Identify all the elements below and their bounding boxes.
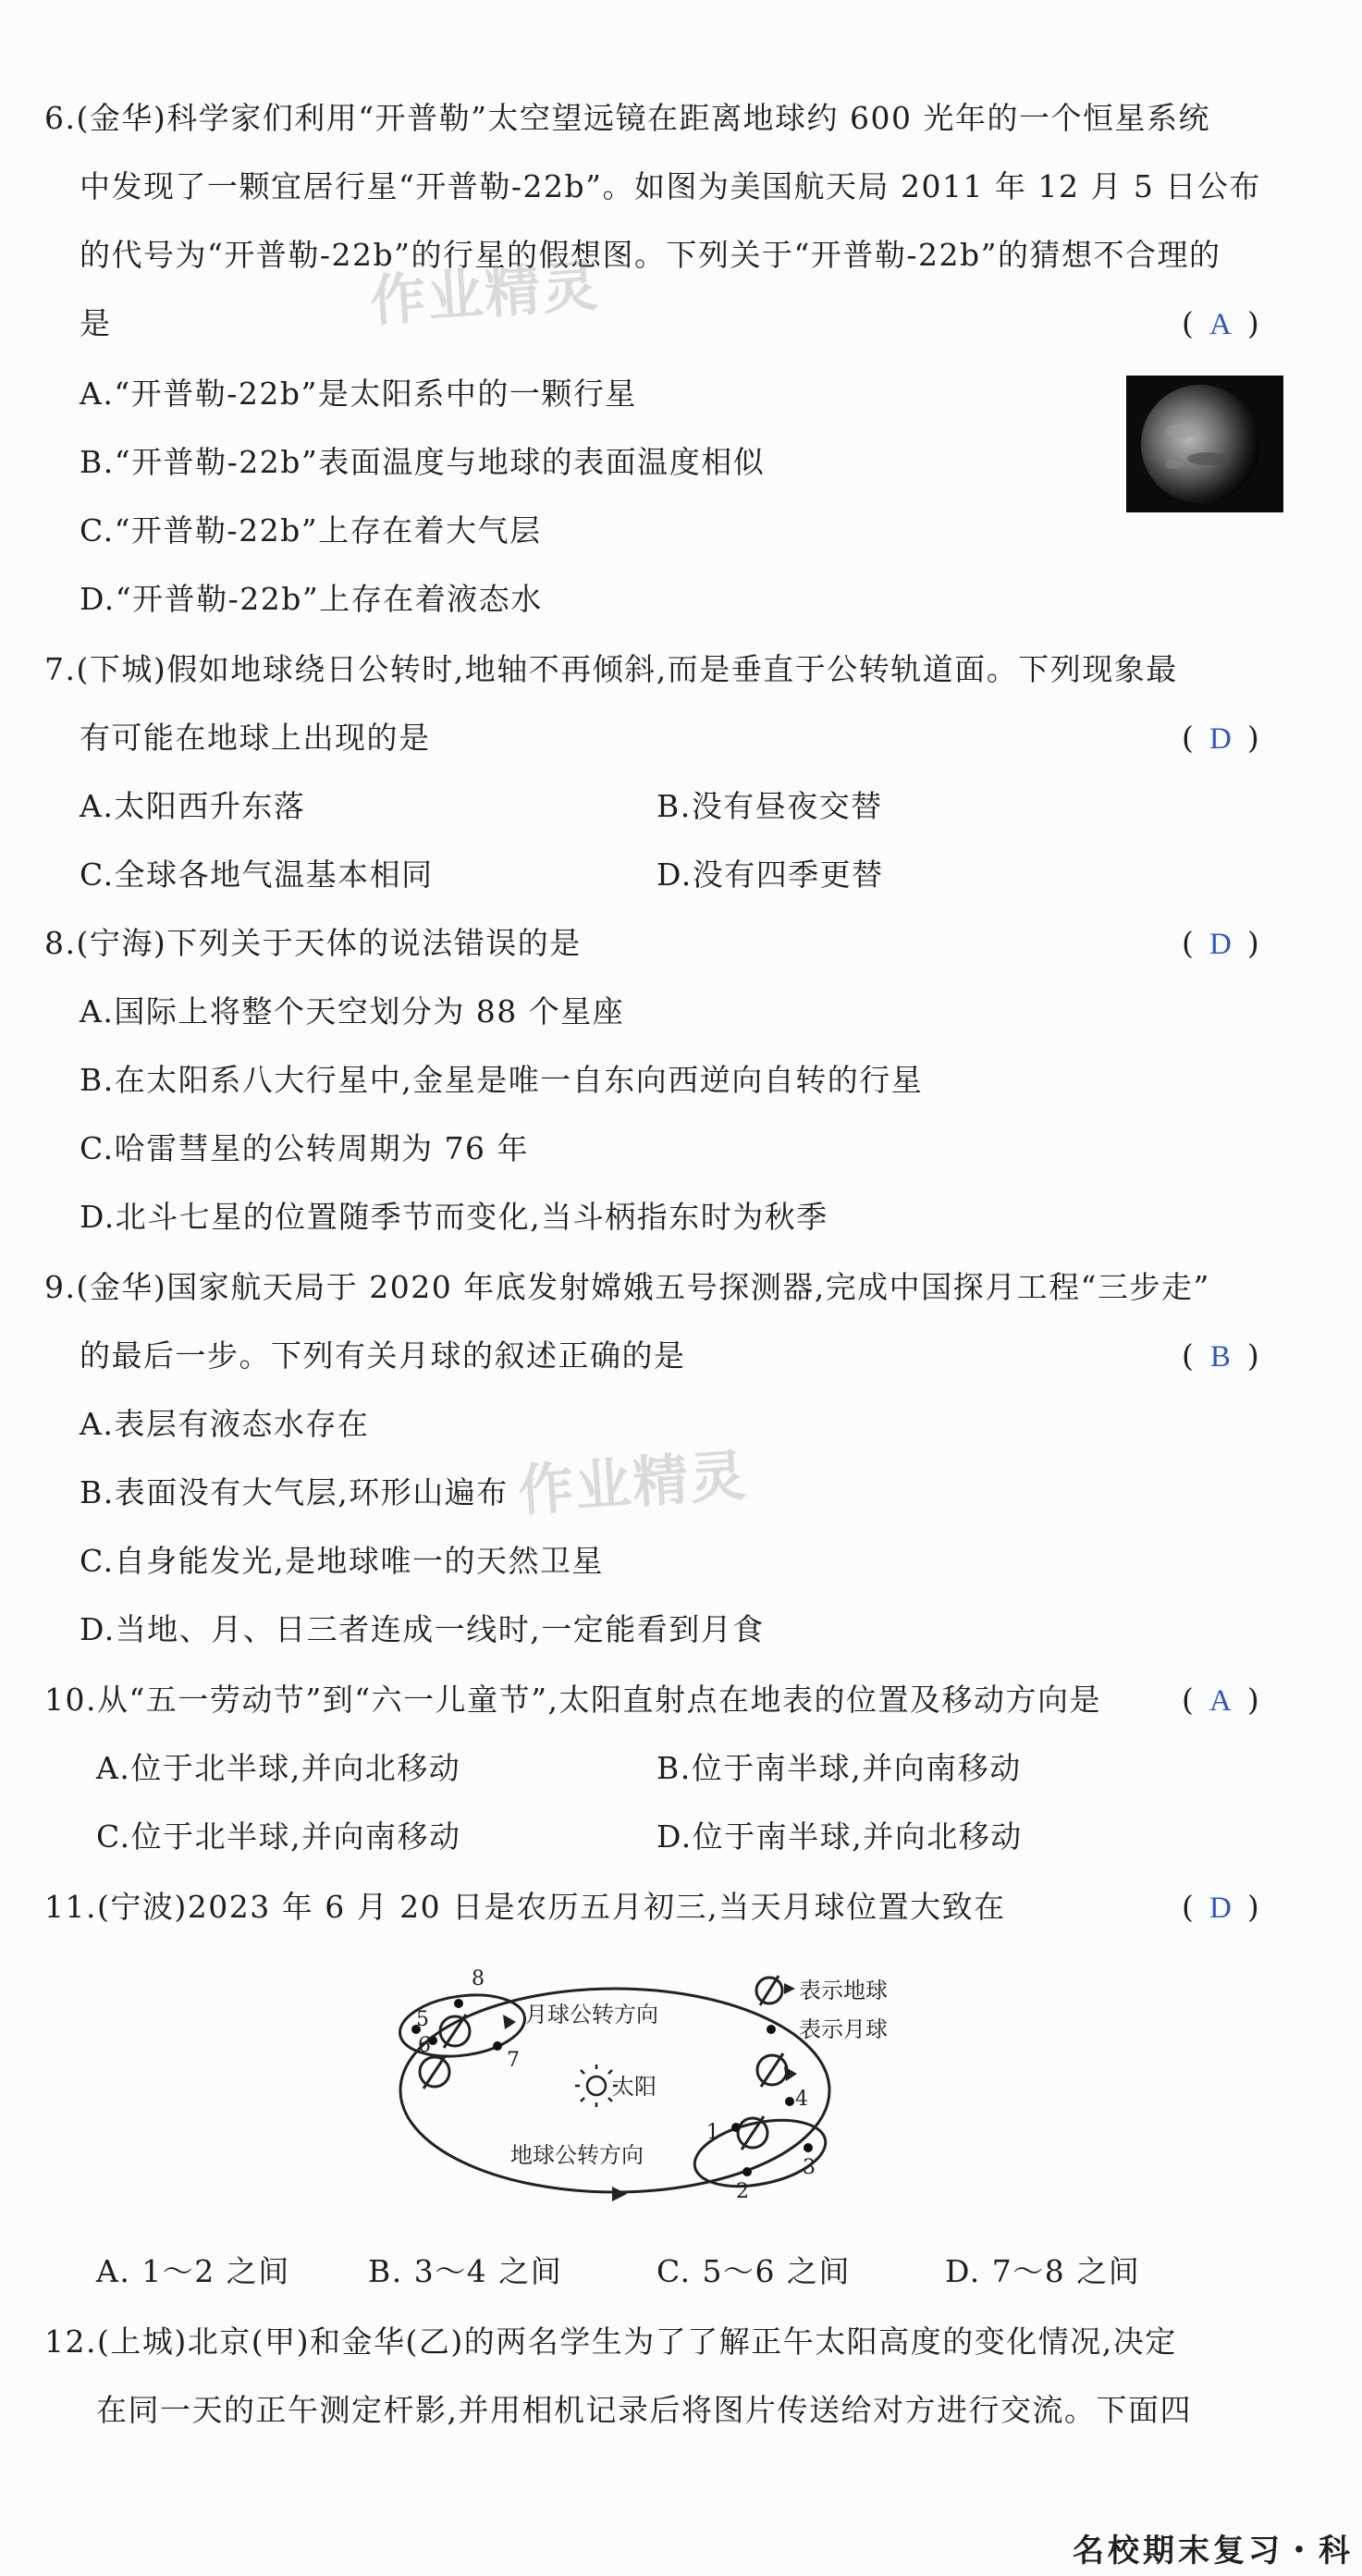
q11-option-c: C. 5～6 之间 [656,2253,852,2289]
moon-orbit-arrow [503,2015,516,2029]
planet-illustration [1126,376,1283,512]
q10-option-a: A.位于北半球,并向北移动 [96,1750,461,1786]
q9-answer-letter: B [1209,1340,1231,1374]
legend-earth-text: 表示地球 [799,1978,888,2003]
q7-option-d: D.没有四季更替 [656,857,884,893]
q9-option-a: A.表层有液态水存在 [80,1406,370,1442]
legend-moon-dot [767,2025,776,2034]
q9-option-c: C.自身能发光,是地球唯一的天然卫星 [80,1543,605,1579]
earth-symbol [420,2055,449,2089]
earth-orbit-label: 地球公转方向 [510,2142,644,2168]
moon-dot [731,2123,741,2132]
position-number-6: 6 [418,2034,431,2057]
position-number-7: 7 [507,2049,520,2072]
q12-stem-line-2: 在同一天的正午测定杆影,并用相机记录后将图片传送给对方进行交流。下面四 [96,2392,1192,2428]
q10-stem-line-1: 10.从“五一劳动节”到“六一儿童节”,太阳直射点在地表的位置及移动方向是 [44,1682,1101,1718]
moon-orbit-label: 月球公转方向 [525,2002,658,2028]
q10-option-b: B.位于南半球,并向南移动 [656,1750,1022,1786]
q8-option-b: B.在太阳系八大行星中,金星是唯一自东向西逆向自转的行星 [80,1062,924,1098]
position-number-5: 5 [416,2008,429,2031]
earth-symbol [738,2116,767,2150]
q6-option-a: A.“开普勒-22b”是太阳系中的一颗行星 [80,376,637,412]
moon-dot [785,2097,794,2106]
q6-option-d: D.“开普勒-22b”上存在着液态水 [80,581,543,617]
watermark: 作业精灵 [516,1443,750,1524]
footer-title: 名校期末复习・科 [1073,2533,1354,2570]
moon-dot [454,1999,463,2008]
legend-moon-text: 表示月球 [799,2016,888,2042]
q8-answer: ( D ) [1182,925,1259,961]
q9-option-b: B.表面没有大气层,环形山遍布 [80,1474,509,1510]
q6-answer-letter: A [1209,308,1232,341]
q7-answer-letter: D [1209,722,1232,756]
q10-option-c: C.位于北半球,并向南移动 [96,1818,461,1855]
moon-orbit-arrow-right [784,2066,797,2081]
q10-answer-letter: A [1209,1684,1232,1718]
q7-answer: ( D ) [1182,720,1259,756]
q12-stem-line-1: 12.(上城)北京(甲)和金华(乙)的两名学生为了了解正午太阳高度的变化情况,决定 [44,2323,1177,2360]
q6-answer: ( A ) [1182,305,1259,341]
moon-dot [804,2143,813,2152]
q7-option-c: C.全球各地气温基本相同 [80,857,434,893]
position-number-4: 4 [795,2088,808,2111]
q11-answer: ( D ) [1182,1889,1259,1925]
earth-orbit-arrow [612,2187,627,2201]
q7-option-b: B.没有昼夜交替 [656,788,883,824]
q9-answer: ( B ) [1182,1337,1259,1374]
orbit-diagram [370,1952,943,2220]
q8-option-d: D.北斗七星的位置随季节而变化,当斗柄指东时为秋季 [80,1199,828,1235]
position-number-3: 3 [803,2156,816,2179]
q11-stem-line-1: 11.(宁波)2023 年 6 月 20 日是农历五月初三,当天月球位置大致在 [44,1889,1006,1925]
q8-option-c: C.哈雷彗星的公转周期为 76 年 [80,1130,530,1166]
q11-option-a: A. 1～2 之间 [96,2253,290,2289]
q8-answer-letter: D [1209,928,1232,961]
legend-arrow [784,1983,795,1994]
position-number-2: 2 [736,2180,749,2203]
moon-dot [493,2041,502,2051]
legend-earth-icon [756,1976,782,2005]
q9-stem-line-2: 的最后一步。下列有关月球的叙述正确的是 [80,1337,686,1374]
q6-stem-line-3: 的代号为“开普勒-22b”的行星的假想图。下列关于“开普勒-22b”的猜想不合理的 [80,237,1221,273]
q7-stem-line-2: 有可能在地球上出现的是 [80,720,431,756]
q6-stem-line-2: 中发现了一颗宜居行星“开普勒-22b”。如图为美国航天局 2011 年 12 月 5 日公布 [80,168,1261,204]
q7-stem-line-1: 7.(下城)假如地球绕日公转时,地轴不再倾斜,而是垂直于公转轨道面。下列现象最 [44,651,1178,687]
watermark: 作业精灵 [368,253,602,335]
moon-dot [742,2167,752,2176]
q8-stem-line-1: 8.(宁海)下列关于天体的说法错误的是 [44,925,582,961]
position-number-1: 1 [706,2121,719,2144]
q11-option-b: B. 3～4 之间 [368,2253,563,2289]
sun-label: 太阳 [612,2074,656,2100]
q6-option-b: B.“开普勒-22b”表面温度与地球的表面温度相似 [80,444,766,480]
q9-option-d: D.当地、月、日三者连成一线时,一定能看到月食 [80,1611,765,1647]
q8-option-a: A.国际上将整个天空划分为 88 个星座 [80,993,625,1029]
q11-option-d: D. 7～8 之间 [945,2253,1141,2289]
q7-option-a: A.太阳西升东落 [80,788,306,824]
q10-option-d: D.位于南半球,并向北移动 [656,1818,1023,1855]
q10-answer: ( A ) [1182,1682,1259,1718]
q6-option-c: C.“开普勒-22b”上存在着大气层 [80,512,542,548]
position-number-8: 8 [472,1967,485,1991]
q6-stem-line-1: 6.(金华)科学家们利用“开普勒”太空望远镜在距离地球约 600 光年的一个恒星系统 [44,100,1210,136]
q11-answer-letter: D [1209,1892,1232,1925]
kepler-22b-image [1126,376,1283,512]
q9-stem-line-1: 9.(金华)国家航天局于 2020 年底发射嫦娥五号探测器,完成中国探月工程“三步走” [44,1269,1210,1305]
q6-stem-line-4: 是 [80,305,112,341]
earth-symbol [440,2015,470,2048]
earth-symbol [757,2053,787,2087]
